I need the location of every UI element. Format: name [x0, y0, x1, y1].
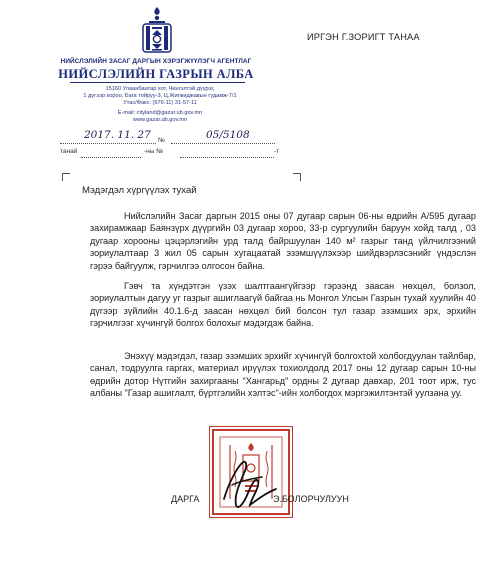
office-name: НИЙСЛЭЛИЙН ГАЗРЫН АЛБА: [58, 67, 254, 81]
header-divider: [70, 82, 245, 83]
agency-line: НИЙСЛЭЛИЙН ЗАСАГ ДАРГЫН ХЭРЭГЖҮҮЛЭГЧ АГЕНТЛАГ: [60, 58, 252, 65]
number-dotted-line: [171, 143, 275, 144]
subject-corner-right: [293, 173, 301, 181]
date-dotted-line: [60, 143, 156, 144]
recipient-name: ИРГЭН Г.ЗОРИГТ ТАНАА: [307, 32, 420, 42]
reference-row: [60, 129, 280, 143]
handwritten-signature-icon: [206, 455, 286, 515]
tanai-number-label: -ны №: [144, 148, 164, 155]
signatory-title: ДАРГА: [171, 494, 200, 504]
phone-line: Утас/Факс: (976-11) 31-57-11: [123, 100, 197, 106]
address-line-2: 1 дүгээр хороо, Бага тойруу-3, Ц.Жигжиджавын гудамж-7/1: [83, 93, 237, 99]
tanai-date-dotted-line: [81, 157, 141, 158]
tanai-number-dotted-line: [180, 157, 274, 158]
tanai-suffix: -т: [274, 148, 280, 155]
letter-subject: Мэдэгдэл хүргүүлэх тухай: [82, 185, 197, 196]
address-line-1: 15160 Улаанбаатар хот, Чингэлтэй дүүрэг,: [105, 86, 215, 92]
tanai-label: танай: [60, 148, 78, 155]
subject-corner-left: [62, 173, 70, 181]
handwritten-date: 2017. 11. 27: [84, 129, 151, 141]
handwritten-number: 05/5108: [206, 129, 250, 141]
body-paragraph-1: Нийслэлийн Засаг даргын 2015 оны 07 дугаар сарын 06-ны өдрийн А/595 дугаар захирамжаар Баянзүрх дүүргийн 03 дугаар хороо, 33-р сургуулийн баруун хойд талд , 03 дугаар хорооны цэцэрлэгийн урд талд байршуулан 140 м² газрыг танд үйлчилгээний зориулалтаар 3 жил 05 сарын хугацаатай эзэмшүүлэхээр шийдвэрлэсэнийг үндэслэн гэрээ байгуулж, гэрчилгээ олгосон байна.: [90, 211, 476, 271]
number-label: №: [158, 137, 165, 144]
signatory-name: Э.БОЛОРЧУЛУУН: [273, 494, 349, 504]
email-line: E-mail: cityland@gazar.ub.gov.mn: [117, 110, 203, 116]
body-paragraph-2: Гэвч та хүндэтгэн үзэх шалтгаангүйгээр гэрээнд заасан нөхцөл, болзол, зориулалтын дагуу уг газрыг ашиглаагүй байгаа нь Монгол Улсын Газрын тухай хуулийн 40 дүгээр зүйлийн 40.1.6-д заасан нөхцөл бий болсон тул газар эзэмших эрх, эрхийн гэрчилгээг хүчингүй болгох болохыг мэдэгдэж байна.: [90, 281, 476, 329]
website-line: www.gazar.ub.gov.mn: [132, 117, 188, 123]
body-paragraph-3: Энэхүү мэдэгдэл, газар эзэмших эрхийг хүчингүй болгохтой холбогдуулан тайлбар, санал, тодруулга гаргах, материал ирүүлэх тохиолдолд 2017 оны 12 дугаар сарын 10-ны өдрийн дотор Нүтгийн захиргааны "Хангарьд" ордны 2 дугаар давхар, 201 тоот ирж, тус албаны "Газар ашиглалт, бүртгэлийн хэлтэс"-ийн холбогдох мэргэжилтэнтэй уулзана уу.: [90, 351, 476, 399]
soyombo-emblem-icon: [139, 6, 175, 54]
